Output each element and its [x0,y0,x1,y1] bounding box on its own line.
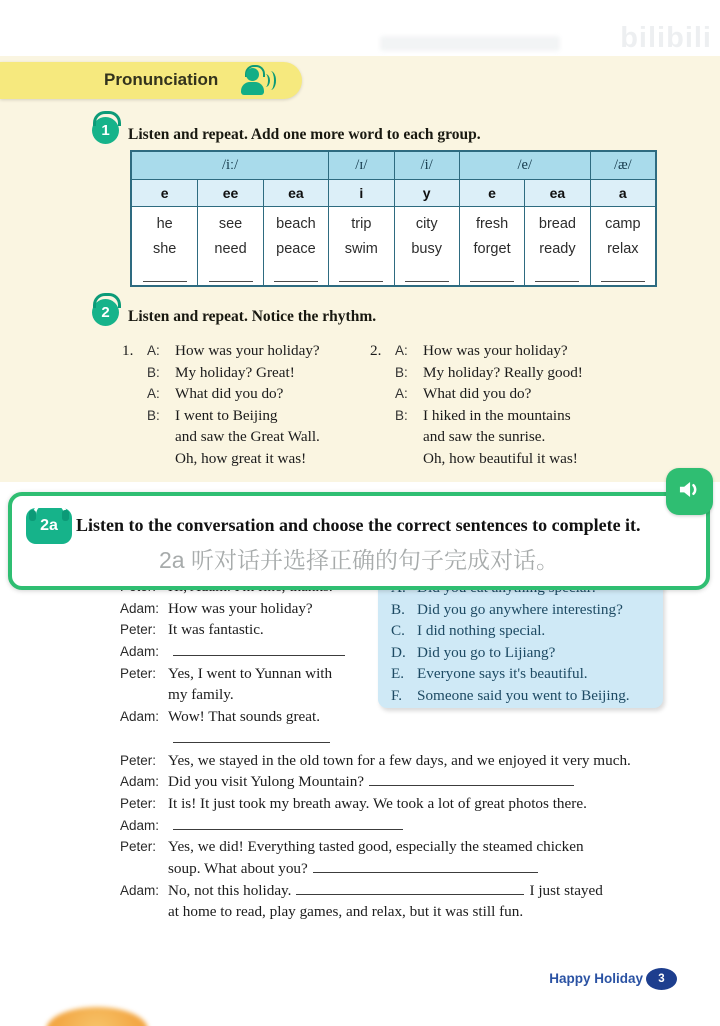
dialogue-text: My holiday? Really good! [423,363,583,381]
word-column-cell [524,206,589,285]
speaker-name: Adam: [120,644,160,660]
word-column-cell [394,206,459,285]
conversation-text [168,619,264,641]
dialogue-text: What did you do? [175,385,284,403]
dialogue-line [122,340,320,362]
dialogue-speaker: B: [395,364,408,380]
conversation-text-segment: It is! It just took my breath away. We took a lot of great photos there. [168,794,587,812]
dialogue-speaker: A: [395,386,408,402]
table-word: beach [276,216,316,232]
dialogue-line [122,362,320,384]
conversation-line [120,771,686,793]
dialogue-text: and saw the sunrise. [423,428,546,446]
section-2-headphones-marker: 2 [92,299,119,326]
rhythm-dialogue-1 [122,340,320,470]
dialogue-line [370,383,583,405]
dialogue-line [370,448,583,470]
bilibili-watermark: bilibili [620,22,712,54]
table-word: forget [473,241,511,257]
dialogue-speaker [147,448,175,470]
option-label: D. [391,643,406,661]
table-word: busy [411,241,442,257]
table-word: ready [539,241,576,257]
speaker-icon [676,476,703,508]
dialogue-text: My holiday? Great! [175,363,295,381]
conversation-text-segment: How was your holiday? [168,599,313,617]
dialogue-text: Oh, how great it was! [175,449,307,467]
conversation-text [168,858,543,880]
phonics-table [130,150,657,287]
conversation-block [120,576,686,923]
dialogue-line [370,405,583,427]
speaker-name: Peter: [120,752,157,768]
phoneme-header-cell: /iː/ [132,152,328,179]
fill-in-blank [313,858,538,873]
dialogue-line [370,340,583,362]
answer-blank [535,268,579,282]
dialogue-speaker: B: [395,407,408,423]
section-2a-headphones-marker: 2a [26,508,72,544]
audio-play-button[interactable] [666,468,713,515]
word-column-cell [263,206,328,285]
dialogue-number [122,405,147,427]
conversation-text [168,880,603,902]
speaker-name: Adam: [120,600,160,616]
dialogue-line [370,362,583,384]
phoneme-header-cell: /e/ [459,152,590,179]
speaker-name: Adam: [120,774,160,790]
table-word: bread [538,216,576,232]
dialogue-line [122,405,320,427]
conversation-text-segment: It was fantastic. [168,621,264,639]
dialogue-text: How was your holiday? [175,342,320,359]
speaker-name: Peter: [120,839,157,855]
conversation-line [120,598,686,620]
spelling-header-cell: ee [197,179,262,206]
phoneme-header-cell: /ɪ/ [328,152,393,179]
spelling-header-cell: a [590,179,655,206]
conversation-text [168,598,313,620]
answer-blank [601,268,645,282]
table-word: peace [276,241,316,257]
conversation-line [120,706,686,728]
answer-blank [339,268,383,282]
dialogue-number [370,383,395,405]
table-word: relax [607,241,639,257]
option-text: Did you go to Lijiang? [417,643,556,661]
conversation-line [120,663,686,685]
spelling-header-cell: e [132,179,197,206]
dialogue-number [370,426,395,448]
conversation-line [120,901,686,923]
phoneme-header-cell: /æ/ [590,152,655,179]
conversation-text-segment: my family. [168,686,234,704]
dialogue-speaker: B: [147,407,160,423]
banner-title: Pronunciation [104,70,219,89]
conversation-text [168,706,320,728]
conversation-line [120,619,686,641]
word-column-cell [590,206,655,285]
conversation-line [120,880,686,902]
dialogue-number [122,362,147,384]
conversation-text [168,728,335,750]
conversation-text-segment: Yes, we did! Everything tasted good, especially the steamed chicken [168,838,584,856]
dialogue-line [122,383,320,405]
spelling-header-cell: e [459,179,524,206]
fill-in-blank [369,771,574,786]
conversation-text-segment: Yes, we stayed in the old town for a few days, and we enjoyed it very much. [168,751,631,769]
dialogue-speaker: A: [395,343,408,358]
dialogue-text: How was your holiday? [423,342,568,359]
page-number-badge: 3 [646,968,677,990]
conversation-text [168,684,234,706]
conversation-line [120,641,686,663]
dialogue-number [122,426,147,448]
conversation-text-segment: Wow! That sounds great. [168,708,321,726]
dialogue-speaker: A: [147,386,160,402]
option-label: F. [391,686,403,704]
word-column-cell [459,206,524,285]
option-text: I did nothing special. [417,622,546,639]
answer-blank [470,268,514,282]
dialogue-speaker [395,426,423,448]
section-2-instruction: Listen and repeat. Notice the rhythm. [128,308,377,325]
table-word: swim [344,241,378,257]
dialogue-line [122,426,320,448]
conversation-text [168,815,408,837]
conversation-text [168,663,332,685]
option-text: Someone said you went to Beijing. [417,686,630,704]
spelling-header-cell: y [394,179,459,206]
chinese-subtitle: 2a 听对话并选择正确的句子完成对话。 [159,547,559,573]
table-word: fresh [475,216,509,232]
conversation-text [168,836,584,858]
speaker-name: Adam: [120,709,160,725]
conversation-text-segment: No, not this holiday. [168,881,292,899]
phoneme-header-cell: /i/ [394,152,459,179]
table-word: he [156,216,173,232]
conversation-text-segment: Did you visit Yulong Mountain? [168,773,365,791]
dialogue-number [370,362,395,384]
word-column-cell [132,206,197,285]
dialogue-speaker [147,426,175,448]
section-1-instruction: Listen and repeat. Add one more word to each group. [128,126,481,143]
option-text: Did you go anywhere interesting? [417,600,623,618]
answer-blank [405,268,449,282]
table-word: trip [351,216,372,232]
word-column-cell [328,206,393,285]
table-word: see [218,216,243,232]
dialogue-number: 2. [370,342,382,359]
speaker-name [120,684,168,706]
answer-blank [274,268,318,282]
conversation-text [168,901,523,923]
answer-blank [209,268,253,282]
conversation-text-segment: Yes, I went to Yunnan with [168,664,333,682]
conversation-line [120,858,686,880]
option-label: B. [391,600,405,618]
speaker-name [120,901,168,923]
fill-in-blank [173,815,403,830]
conversation-text [168,793,587,815]
speaker-name: Peter: [120,622,157,638]
speaker-name [120,728,168,750]
footer-unit-title: Happy Holiday [549,971,643,986]
fill-in-blank [173,641,345,656]
dialogue-line [370,426,583,448]
dialogue-number [370,405,395,427]
rhythm-dialogue-2 [370,340,583,470]
dialogue-number [122,448,147,470]
option-label: E. [391,665,405,682]
option-label: C. [391,622,405,639]
dialogue-line [122,448,320,470]
dialogue-text: What did you do? [423,385,532,403]
dialogue-speaker: A: [147,343,160,358]
conversation-text-segment: soup. What about you? [168,859,308,877]
spelling-header-cell: ea [263,179,328,206]
conversation-text [168,750,631,772]
conversation-line [120,750,686,772]
conversation-text-segment: I just stayed [529,881,603,899]
speaker-name: Peter: [120,795,157,811]
dialogue-number: 1. [122,342,134,359]
answer-blank [143,268,187,282]
dialogue-text: I hiked in the mountains [423,406,571,424]
conversation-line [120,728,686,750]
dialogue-number [122,383,147,405]
spelling-header-cell: ea [524,179,589,206]
dialogue-text: and saw the Great Wall. [175,428,320,446]
section-1-headphones-marker: 1 [92,117,119,144]
dialogue-text: Oh, how beautiful it was! [423,449,578,467]
option-text: Everyone says it's beautiful. [417,665,588,682]
table-word: camp [605,216,641,232]
word-column-cell [197,206,262,285]
fill-in-blank [296,880,524,895]
table-word: city [415,216,438,232]
table-word: she [152,241,177,257]
conversation-line [120,793,686,815]
conversation-line [120,836,686,858]
conversation-line [120,815,686,837]
section-2a-instruction: Listen to the conversation and choose the correct sentences to complete it. [76,515,641,535]
watermark-blur [380,36,560,51]
speaker-name [120,858,168,880]
speaking-person-icon [236,65,276,97]
speaker-name: Adam: [120,882,160,898]
conversation-text [168,641,350,663]
dialogue-text: I went to Beijing [175,406,278,424]
speaker-name: Peter: [120,665,157,681]
fill-in-blank [173,728,330,743]
spelling-header-cell: i [328,179,393,206]
pronunciation-banner [0,62,302,99]
dialogue-number [370,448,395,470]
table-word: need [214,241,247,257]
dialogue-speaker [395,448,423,470]
conversation-line [120,684,686,706]
sun-decoration [46,1007,148,1026]
speaker-name: Adam: [120,817,160,833]
section-2a-overlay-box [8,492,710,590]
conversation-text-segment: at home to read, play games, and relax, but it was still fun. [168,903,524,921]
dialogue-speaker: B: [147,364,160,380]
conversation-text [168,771,579,793]
